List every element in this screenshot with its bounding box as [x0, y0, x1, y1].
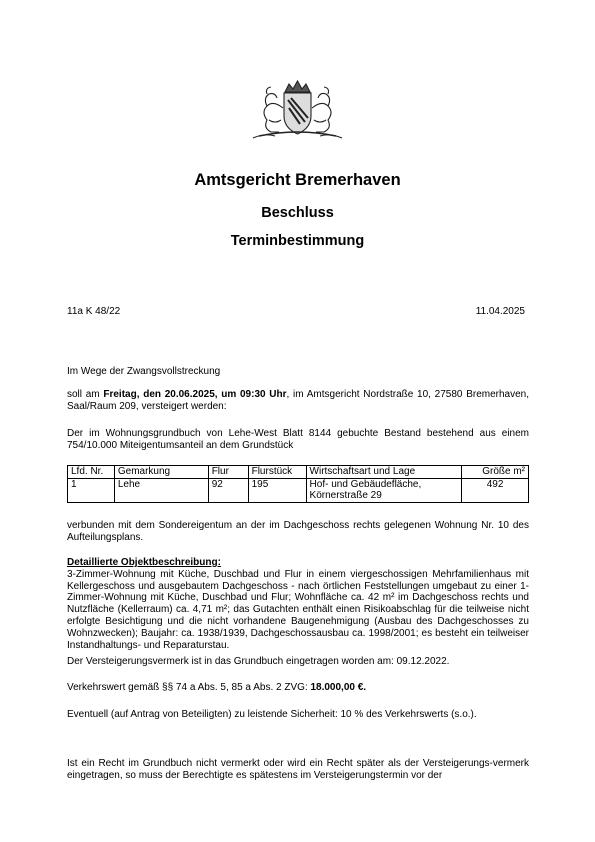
property-intro-paragraph: Der im Wohnungsgrundbuch von Lehe-West Blatt 8144 gebuchte Bestand bestehend aus einem 754/10.000 Miteigentumsanteil an dem Grundstück [67, 428, 529, 451]
document-type: Beschluss [261, 205, 334, 221]
auction-date-time: Freitag, den 20.06.2025, um 09:30 Uhr [103, 389, 287, 400]
column-header-flur: Flur [208, 466, 248, 479]
object-description-heading: Detaillierte Objektbeschreibung: [67, 557, 221, 568]
plot-table-header-row [68, 466, 529, 479]
special-ownership-paragraph: verbunden mit dem Sondereigentum an der im Dachgeschoss rechts gelegenen Wohnung Nr. 10 des Aufteilungsplans. [67, 520, 529, 543]
market-value-label: Verkehrswert gemäß §§ 74 a Abs. 5, 85 a Abs. 2 ZVG: [67, 682, 311, 693]
document-date: 11.04.2025 [475, 306, 525, 317]
market-value-paragraph [67, 682, 529, 694]
rights-note: Ist ein Recht im Grundbuch nicht vermerkt oder wird ein Recht später als der Versteigerungs-vermerk eingetragen, so muss der Berechtigte es spätestens im Versteigerungstermin vor der [67, 758, 529, 781]
schedule-location: , im Amtsgericht Nordstraße 10, 27580 Bremerhaven, Saal/Raum 209, versteigert werden: [67, 389, 530, 412]
cell-flur: 92 [208, 478, 248, 502]
column-header-flurstueck: Flurstück [248, 466, 306, 479]
document-subject: Terminbestimmung [230, 233, 365, 249]
column-header-wirtschaftsart: Wirtschaftsart und Lage [306, 466, 462, 479]
cell-gemarkung: Lehe [114, 478, 208, 502]
intro-text: Im Wege der Zwangsvollstreckung [67, 366, 221, 377]
column-header-groesse: Größe m² [462, 466, 529, 479]
market-value-amount: 18.000,00 €. [310, 682, 367, 693]
table-row [68, 478, 529, 502]
object-description-section [67, 557, 529, 651]
court-name: Amtsgericht Bremerhaven [194, 171, 401, 189]
object-description-text: 3-Zimmer-Wohnung mit Küche, Duschbad und Flur in einem viergeschossigen Mehrfamilienhaus mit Kellergeschoss und ausgebautem Dachgeschoss - nach örtlichen Feststellungen umgebaut zu einer 1-Zimmer-Wohnung mit Küche, Duschbad und Flur; Wohnfläche ca. 42 m² im Dachgeschoss rechts und Nutzfläche (Kellerraum) ca. 4,71 m²; das Gutachten enthält einen Risikoabschlag für die teilweise nicht erfolgte Besichtigung und die nicht vorhandene Baugenehmigung (Ausbau des Dachgeschosses zu Wohnzwecken); Baujahr: ca. 1938/1939, Dachgeschossausbau ca. 1998/2001; es besteht ein teilweiser Instandhaltungs- und Reparaturstau. [67, 568, 529, 651]
file-number: 11a K 48/22 [67, 306, 121, 317]
column-header-lfd-nr: Lfd. Nr. [68, 466, 115, 479]
schedule-prefix: soll am [67, 389, 104, 400]
court-coat-of-arms-icon [245, 78, 350, 140]
auction-schedule-paragraph [67, 389, 529, 413]
security-note: Eventuell (auf Antrag von Beteiligten) zu leistende Sicherheit: 10 % des Verkehrswerts (s.o.). [67, 709, 477, 720]
registration-note: Der Versteigerungsvermerk ist in das Grundbuch eingetragen worden am: 09.12.2022. [67, 656, 450, 667]
cell-lfd-nr: 1 [68, 478, 115, 502]
cell-flurstueck: 195 [248, 478, 306, 502]
plot-table [67, 465, 529, 503]
column-header-gemarkung: Gemarkung [114, 466, 208, 479]
cell-groesse: 492 [462, 478, 529, 502]
cell-wirtschaftsart: Hof- und Gebäudefläche, Körnerstraße 29 [306, 478, 462, 502]
